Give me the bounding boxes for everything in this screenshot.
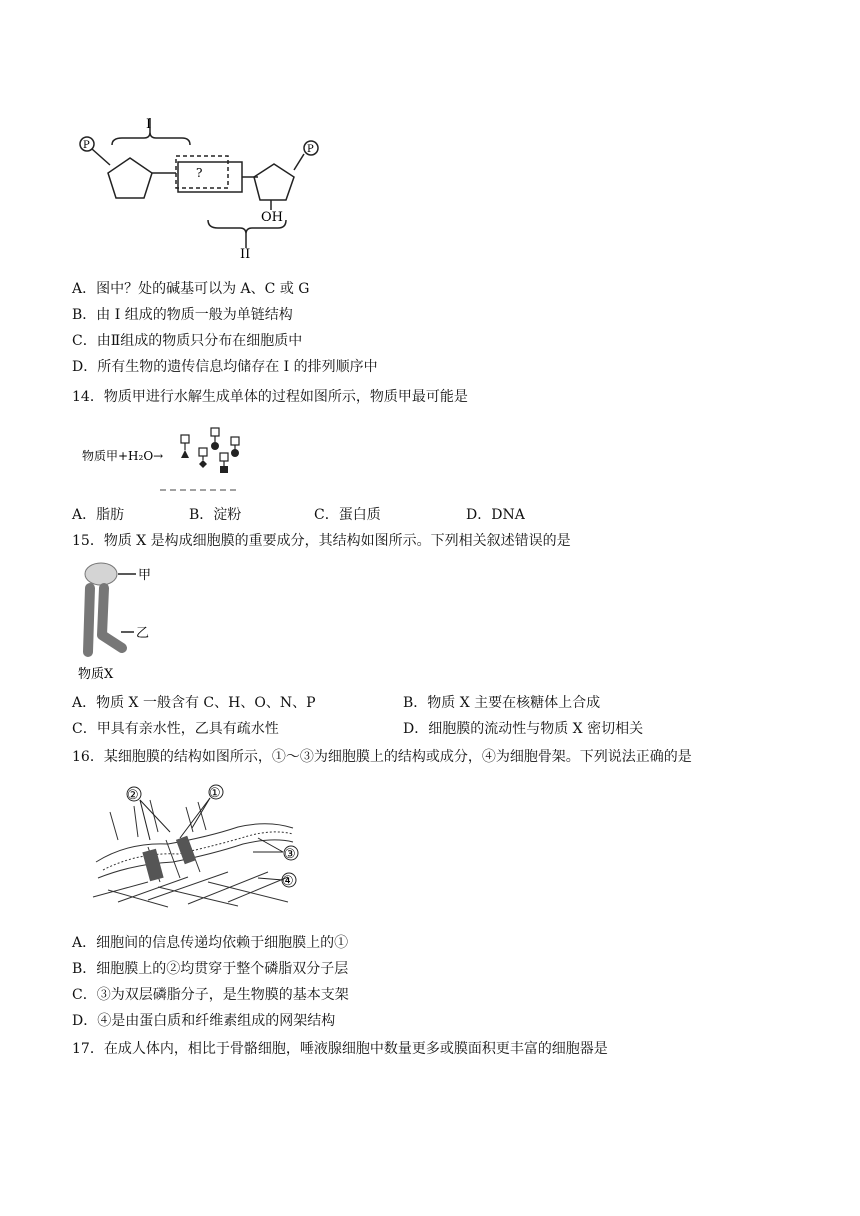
- marker-2: ②: [127, 788, 139, 803]
- phosphate-right: P: [307, 144, 314, 155]
- label-jia: 甲: [138, 568, 152, 583]
- q14-option-c: C．蛋白质: [314, 507, 381, 523]
- q15-option-d: D．细胞膜的流动性与物质 X 密切相关: [403, 721, 644, 737]
- q15-option-b: B．物质 X 主要在核糖体上合成: [403, 695, 601, 711]
- label-i: I: [146, 117, 152, 132]
- q13-option-c: C．由Ⅱ组成的物质只分布在细胞质中: [72, 333, 303, 349]
- q17-stem: 17．在成人体内，相比于骨骼细胞，唾液腺细胞中数量更多或膜面积更丰富的细胞器是: [72, 1041, 608, 1057]
- phospholipid-diagram: [76, 560, 176, 686]
- q16-option-a: A．细胞间的信息传递均依赖于细胞膜上的①: [72, 935, 349, 951]
- nucleotide-diagram: [72, 110, 332, 260]
- label-ii: II: [240, 247, 251, 260]
- marker-4: ④: [282, 874, 294, 889]
- q13-option-b: B．由 I 组成的物质一般为单链结构: [72, 307, 293, 323]
- q13-option-d: D．所有生物的遗传信息均储存在 I 的排列顺序中: [72, 359, 378, 375]
- q15-stem: 15．物质 X 是构成细胞膜的重要成分，其结构如图所示。下列相关叙述错误的是: [72, 533, 571, 549]
- oh-label: OH: [261, 210, 283, 225]
- cell-membrane-diagram: [88, 782, 318, 912]
- q16-stem: 16．某细胞膜的结构如图所示，①～③为细胞膜上的结构或成分，④为细胞骨架。下列说法正确的是: [72, 749, 692, 765]
- q14-stem: 14．物质甲进行水解生成单体的过程如图所示，物质甲最可能是: [72, 389, 468, 405]
- hydrolysis-label: 物质甲+H₂O→: [82, 449, 164, 463]
- substance-x-caption: 物质X: [78, 667, 114, 682]
- q15-option-c: C．甲具有亲水性，乙具有疏水性: [72, 721, 279, 737]
- hydrolysis-diagram: [80, 420, 280, 492]
- q14-option-a: A．脂肪: [72, 507, 125, 523]
- q16-option-b: B．细胞膜上的②均贯穿于整个磷脂双分子层: [72, 961, 349, 977]
- base-unknown: ?: [196, 166, 203, 180]
- q14-option-b: B．淀粉: [189, 507, 242, 523]
- q16-option-c: C．③为双层磷脂分子，是生物膜的基本支架: [72, 987, 349, 1003]
- phosphate-left: P: [83, 140, 90, 151]
- marker-3: ③: [284, 847, 296, 862]
- q16-option-d: D．④是由蛋白质和纤维素组成的网架结构: [72, 1013, 336, 1029]
- q13-option-a: A．图中？处的碱基可以为 A、C 或 G: [72, 281, 310, 297]
- label-yi: 乙: [136, 626, 150, 641]
- q15-option-a: A．物质 X 一般含有 C、H、O、N、P: [72, 695, 316, 711]
- marker-1: ①: [209, 786, 221, 801]
- q14-option-d: D．DNA: [466, 507, 525, 523]
